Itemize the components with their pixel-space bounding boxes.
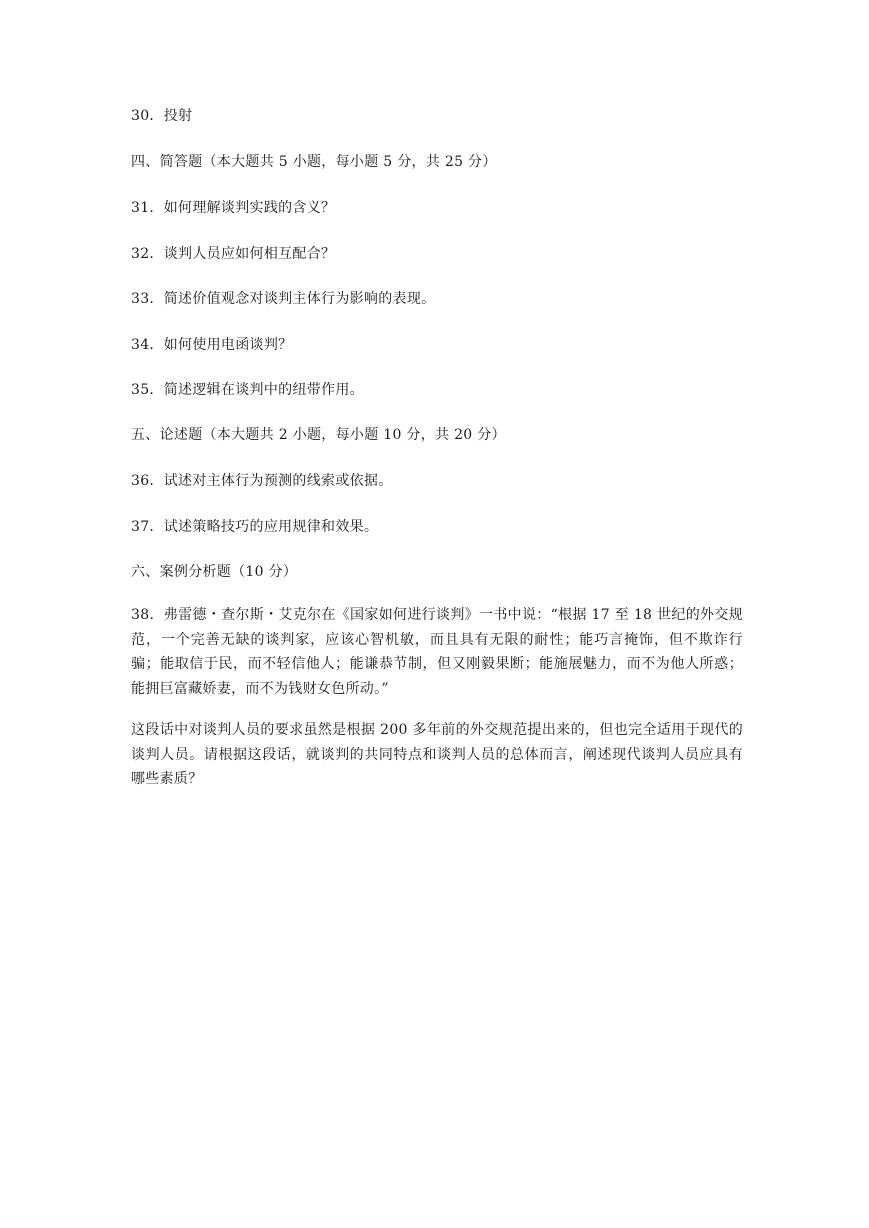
question-38-quote: 38．弗雷德・查尔斯・艾克尔在《国家如何进行谈判》一书中说：“根据 17 至 18 世纪的外交规范，一个完善无缺的谈判家，应该心智机敏，而且具有无限的耐性；能巧言掩饰，但不欺诈行骗；能取信于民，而不轻信他人；能谦恭节制，但又刚毅果断；能施展魅力，而不为他人所惑；能拥巨富藏娇妻，而不为钱财女色所动。” xyxy=(131,607,743,697)
section-essay-heading: 五、论述题（本大题共 2 小题，每小题 10 分，共 20 分） xyxy=(131,427,506,443)
question-32: 32．谈判人员应如何相互配合？ xyxy=(131,246,336,262)
question-36: 36．试述对主体行为预测的线索或依据。 xyxy=(131,473,393,489)
section-case-heading: 六、案例分析题（10 分） xyxy=(131,564,298,580)
question-30: 30．投射 xyxy=(131,108,193,124)
question-34: 34．如何使用电函谈判？ xyxy=(131,337,293,353)
question-35: 35．简述逻辑在谈判中的纽带作用。 xyxy=(131,382,364,398)
question-37: 37．试述策略技巧的应用规律和效果。 xyxy=(131,519,379,535)
question-33: 33．简述价值观念对谈判主体行为影响的表现。 xyxy=(131,291,436,307)
section-short-answer-heading: 四、简答题（本大题共 5 小题，每小题 5 分，共 25 分） xyxy=(131,154,497,170)
question-38-prompt: 这段话中对谈判人员的要求虽然是根据 200 多年前的外交规范提出来的，但也完全适用于现代的谈判人员。请根据这段话，就谈判的共同特点和谈判人员的总体而言，阐述现代谈判人员应具有哪些素质？ xyxy=(131,722,743,787)
question-31: 31．如何理解谈判实践的含义？ xyxy=(131,200,336,216)
